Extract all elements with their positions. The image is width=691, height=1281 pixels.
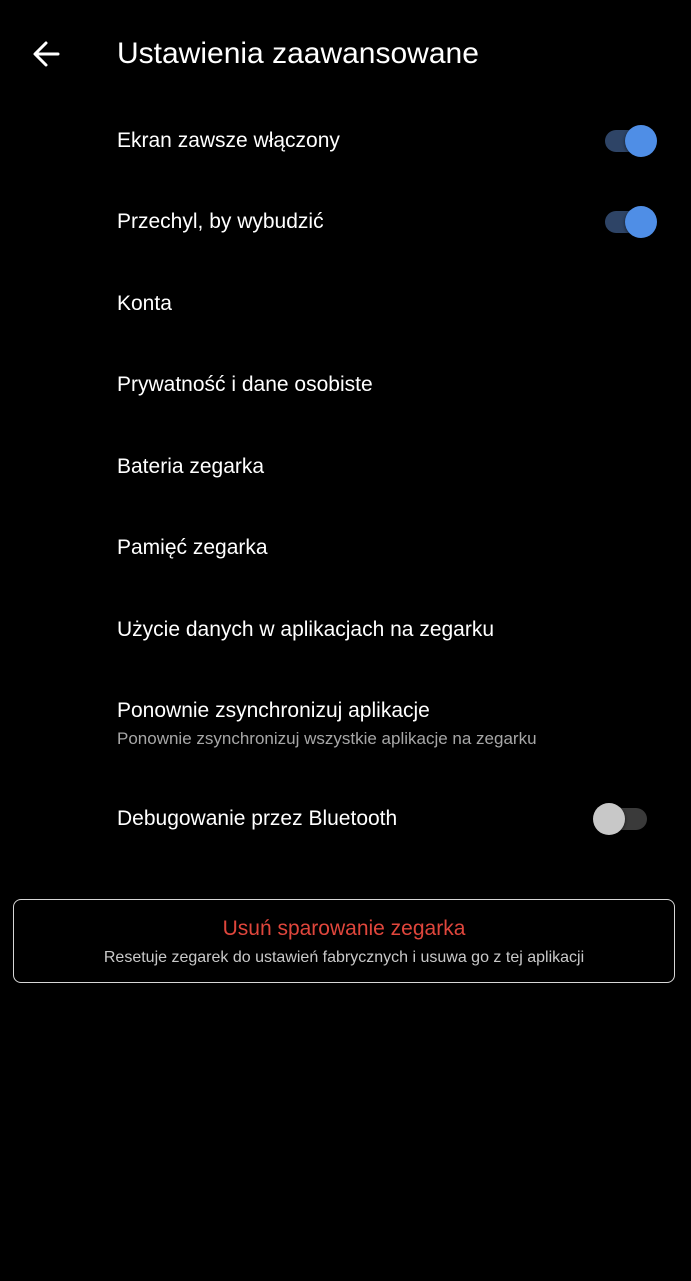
app-bar [0,0,691,108]
unpair-subtitle: Resetuje zegarek do ustawień fabrycznych i usuwa go z tej aplikacji [103,949,585,966]
setting-label: Ekran zawsze włączony [117,128,340,152]
toggle-thumb [625,206,657,238]
unpair-watch-button[interactable] [13,899,675,983]
settings-list [0,100,691,860]
setting-label: Przechyl, by wybudzić [117,210,324,234]
tilt-to-wake-toggle[interactable] [605,211,647,233]
setting-watch-battery[interactable] [0,426,691,508]
setting-watch-storage[interactable] [0,508,691,590]
setting-bluetooth-debugging[interactable] [0,779,691,861]
setting-sublabel: Ponownie zsynchronizuj wszystkie aplikacje na zegarku [117,728,537,748]
setting-label: Pamięć zegarka [117,536,268,560]
setting-ambient-mode[interactable] [0,100,691,182]
bluetooth-debugging-toggle[interactable] [605,808,647,830]
page-title: Ustawienia zaawansowane [117,37,479,70]
setting-tilt-to-wake[interactable] [0,182,691,264]
setting-label: Bateria zegarka [117,454,265,478]
setting-app-data-usage[interactable] [0,589,691,671]
setting-label: Konta [117,291,172,315]
setting-privacy[interactable] [0,345,691,427]
unpair-title: Usuń sparowanie zegarka [222,917,466,940]
ambient-mode-toggle[interactable] [605,130,647,152]
setting-label: Ponownie zsynchronizuj aplikacje [117,698,430,722]
toggle-thumb [625,125,657,157]
back-button[interactable] [20,28,72,80]
setting-label: Debugowanie przez Bluetooth [117,807,398,831]
setting-label: Prywatność i dane osobiste [117,373,373,397]
setting-accounts[interactable] [0,263,691,345]
setting-label: Użycie danych w aplikacjach na zegarku [117,617,495,641]
setting-resync-apps[interactable] [0,671,691,779]
arrow-left-icon [31,39,61,69]
toggle-thumb [593,803,625,835]
